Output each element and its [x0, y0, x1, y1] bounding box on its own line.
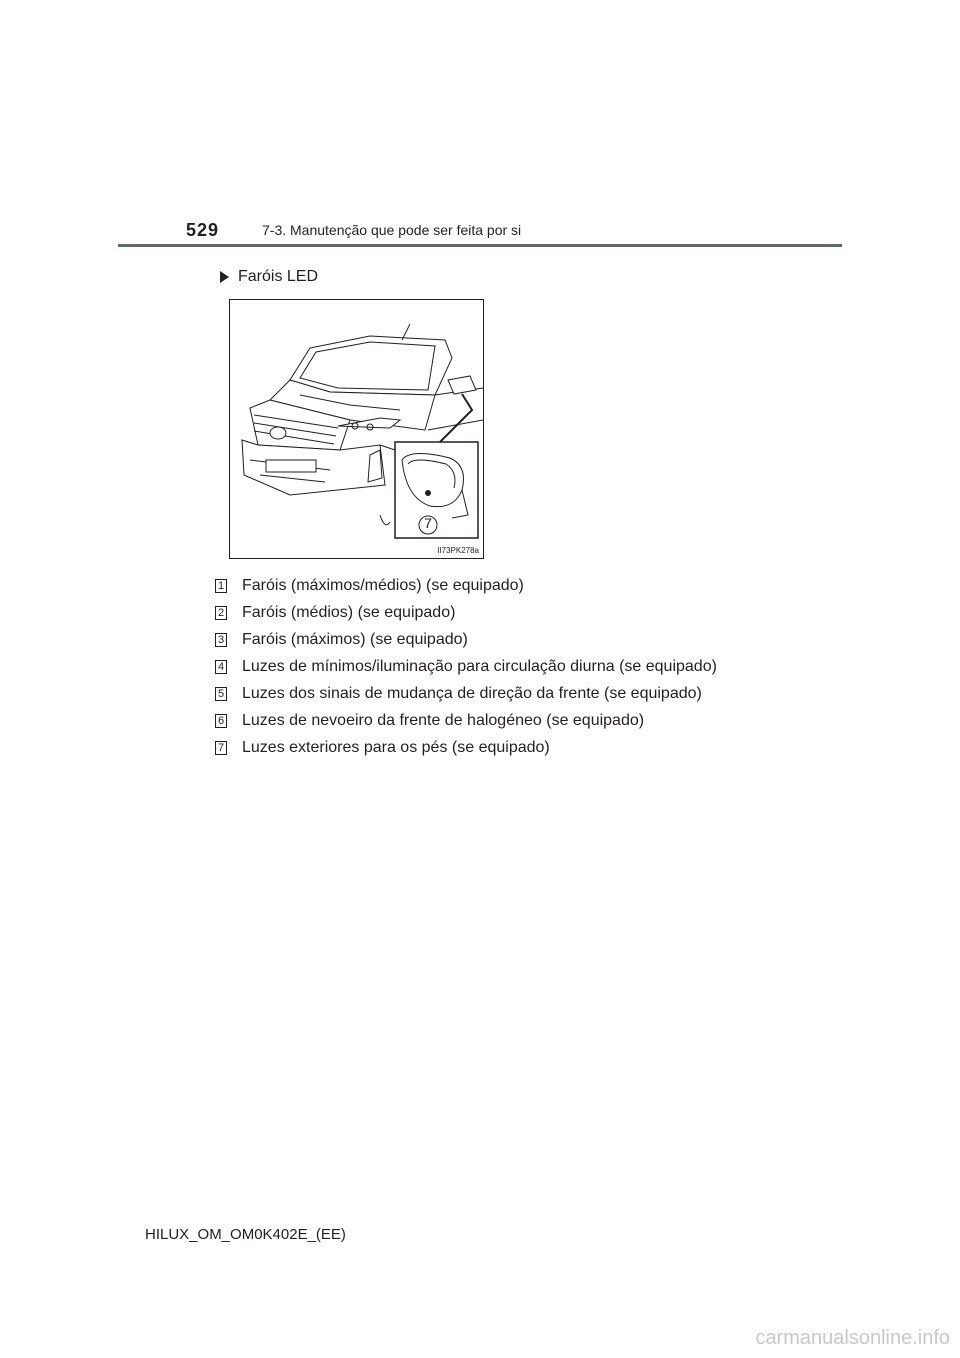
callout-number-7: 7	[424, 515, 432, 531]
watermark: carmanualsonline.info	[755, 1327, 950, 1349]
legend-text: Faróis (máximos) (se equipado)	[242, 630, 468, 648]
footer-doc-code: HILUX_OM_OM0K402E_(EE)	[145, 1226, 346, 1243]
legend-number-badge: 1	[215, 579, 227, 593]
legend-number-badge: 5	[215, 687, 227, 701]
legend-number-badge: 2	[215, 606, 227, 620]
legend-item	[215, 653, 717, 680]
legend-text: Luzes dos sinais de mudança de direção da frente (se equipado)	[242, 684, 702, 702]
legend-number-badge: 7	[215, 741, 227, 755]
header-rule	[118, 244, 842, 247]
legend-text: Luzes de nevoeiro da frente de halogéneo (se equipado)	[242, 711, 645, 729]
vehicle-drawing	[230, 300, 483, 558]
triangle-bullet-icon	[220, 271, 229, 283]
legend-text: Faróis (máximos/médios) (se equipado)	[242, 576, 524, 594]
legend-text: Faróis (médios) (se equipado)	[242, 603, 456, 621]
legend-item	[215, 734, 717, 761]
page-number: 529	[186, 220, 220, 240]
legend-number-badge: 6	[215, 714, 227, 728]
legend-item	[215, 626, 717, 653]
legend-item	[215, 680, 717, 707]
legend-item	[215, 599, 717, 626]
legend-item	[215, 572, 717, 599]
legend-number-badge: 3	[215, 633, 227, 647]
vehicle-illustration	[229, 299, 484, 559]
legend-text: Luzes exteriores para os pés (se equipado)	[242, 738, 550, 756]
figure-code: II73PK278a	[437, 546, 479, 555]
legend-number-badge: 4	[215, 660, 227, 674]
legend-item	[215, 707, 717, 734]
subsection-title: Faróis LED	[238, 268, 319, 285]
legend-text: Luzes de mínimos/iluminação para circulação diurna (se equipado)	[242, 657, 717, 675]
legend-list	[215, 572, 717, 761]
subsection-heading	[220, 268, 318, 286]
section-title: 7-3. Manutenção que pode ser feita por si	[262, 222, 522, 238]
